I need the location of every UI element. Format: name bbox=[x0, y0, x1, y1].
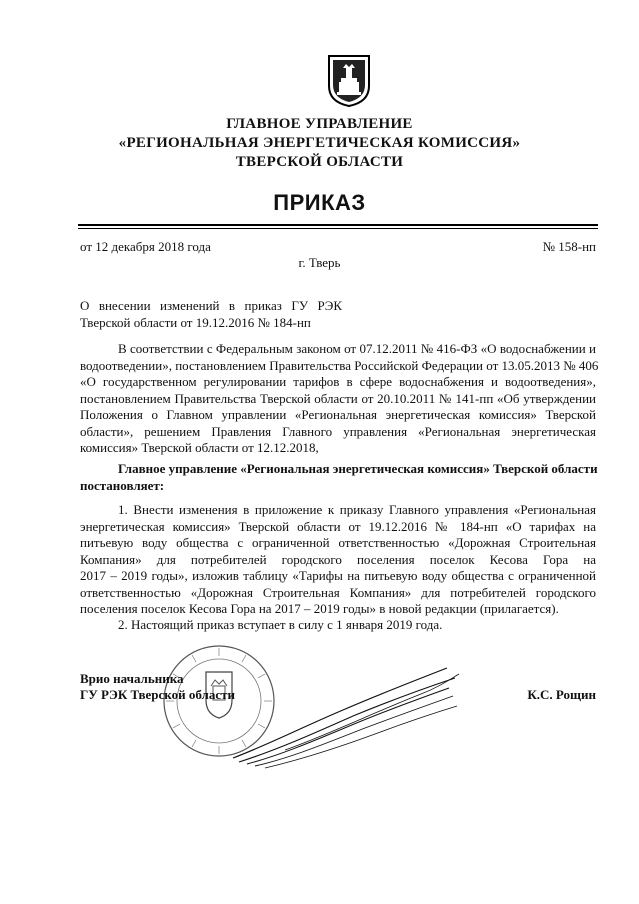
header-rule-thick bbox=[78, 224, 598, 226]
item-1-line: питьевую воду общества с ограниченной ответственностью «Дорожная Строительная bbox=[80, 535, 596, 550]
preamble-line: водоотведении», постановлением Правительства Российской Федерации от 13.05.2013 № 406 bbox=[80, 357, 599, 373]
preamble-line: постановлением Правительства Тверской области от 20.10.2011 № 141-пп «Об утверждении bbox=[80, 390, 596, 406]
header-line-2: «РЕГИОНАЛЬНАЯ ЭНЕРГЕТИЧЕСКАЯ КОМИССИЯ» bbox=[118, 135, 521, 151]
item-1-line: 2017 – 2019 годы», изложив таблицу «Тарифы на питьевую воду общества с ограниченной bbox=[80, 568, 596, 583]
item-1-line: энергетическая комиссия» Тверской области от 19.12.2016 № 184-нп «О тарифах на bbox=[80, 518, 596, 534]
resolve-line: Главное управление «Региональная энергетическая комиссия» Тверской области bbox=[118, 461, 598, 476]
preamble-line: Положения о Главном управлении «Региональная энергетическая комиссия» Тверской bbox=[80, 407, 596, 422]
handwritten-signature bbox=[225, 660, 465, 772]
item-2-line: 2. Настоящий приказ вступает в силу с 1 января 2019 года. bbox=[118, 617, 443, 632]
subject-line: О внесении изменений в приказ ГУ РЭК bbox=[80, 298, 342, 313]
item-2-paragraph bbox=[80, 617, 596, 634]
signatory-position-line-2: ГУ РЭК Тверской области bbox=[80, 687, 235, 702]
resolve-paragraph bbox=[80, 461, 596, 494]
item-1-line: 1. Внести изменения в приложение к приказу Главного управления «Региональная bbox=[118, 502, 596, 517]
document-subject bbox=[80, 297, 342, 331]
preamble-line: комиссия» Тверской области от 12.12.2018, bbox=[80, 440, 319, 455]
item-1-line: поселения поселок Кесова Гора на 2017 – 2019 годы» в новой редакции (прилагается). bbox=[80, 601, 559, 616]
subject-line: Тверской области от 19.12.2016 № 184-нп bbox=[80, 315, 311, 330]
signatory-position-line-1: Врио начальника bbox=[80, 671, 184, 686]
document-type-title: ПРИКАЗ bbox=[273, 190, 366, 215]
document-date: от 12 декабря 2018 года bbox=[80, 239, 211, 254]
header-line-1: ГЛАВНОЕ УПРАВЛЕНИЕ bbox=[226, 116, 413, 132]
header-line-3: ТВЕРСКОЙ ОБЛАСТИ bbox=[235, 154, 404, 170]
preamble-paragraph bbox=[80, 341, 599, 457]
document-city: г. Тверь bbox=[298, 255, 341, 270]
preamble-line: области», решением Правления Главного управления «Региональная энергетическая bbox=[80, 423, 596, 439]
header-rule-thin bbox=[78, 228, 598, 229]
coat-of-arms-emblem bbox=[326, 52, 372, 108]
preamble-line: «О государственном регулировании тарифов в сфере водоснабжения и водоотведения», bbox=[80, 374, 596, 389]
item-1-line: Компания» для потребителей городского поселения поселок Кесова Гора на bbox=[80, 551, 596, 567]
item-1-paragraph bbox=[80, 502, 596, 618]
document-number: № 158-нп bbox=[542, 239, 596, 254]
item-1-line: ответственностью «Дорожная Строительная Компания» для потребителей городского bbox=[80, 584, 596, 600]
preamble-line: В соответствии с Федеральным законом от 07.12.2011 № 416-ФЗ «О водоснабжении и bbox=[118, 341, 596, 356]
signatory-name: К.С. Рощин bbox=[527, 687, 596, 702]
resolve-line: постановляет: bbox=[80, 477, 165, 493]
